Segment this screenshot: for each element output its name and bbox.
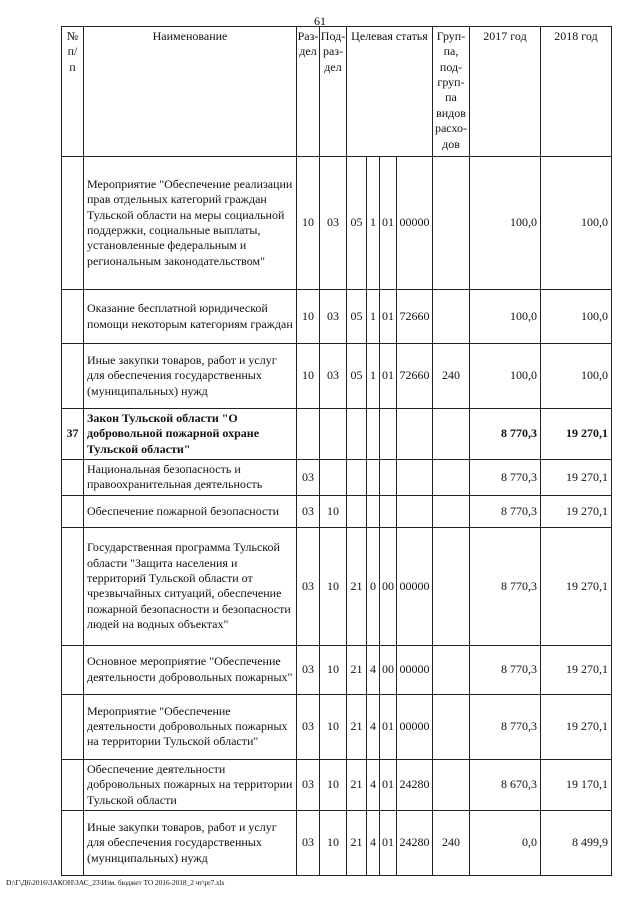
table-row	[62, 157, 612, 290]
row-expense-group: 240	[433, 344, 470, 409]
row-expense-group: 240	[433, 810, 470, 875]
row-razdel: 10	[297, 157, 320, 290]
table-row	[62, 344, 612, 409]
row-target-subprogram	[367, 495, 380, 527]
row-target-program: 21	[347, 810, 367, 875]
row-value-2018: 19 170,1	[541, 759, 612, 810]
row-target-program: 05	[347, 344, 367, 409]
row-target-direction	[397, 409, 433, 460]
row-name: Мероприятие "Обеспечение деятельности добровольных пожарных на территории Тульской области"	[84, 694, 297, 759]
row-value-2017: 0,0	[470, 810, 541, 875]
row-target-subprogram: 4	[367, 645, 380, 694]
row-number	[62, 290, 84, 344]
row-podrazdel: 03	[320, 344, 347, 409]
row-target-subprogram	[367, 409, 380, 460]
row-value-2018: 100,0	[541, 157, 612, 290]
row-number	[62, 495, 84, 527]
table-row	[62, 810, 612, 875]
row-target-direction: 72660	[397, 290, 433, 344]
row-value-2018: 8 499,9	[541, 810, 612, 875]
table-row	[62, 290, 612, 344]
row-number	[62, 694, 84, 759]
row-expense-group	[433, 759, 470, 810]
row-razdel: 03	[297, 759, 320, 810]
row-target-event: 00	[380, 645, 397, 694]
row-number	[62, 645, 84, 694]
row-name: Государственная программа Тульской области "Защита населения и территорий Тульской области от чрезвычайных ситуаций, обеспечение пожарной безопасности и безопасности людей на водных объектах"	[84, 527, 297, 645]
row-target-program	[347, 460, 367, 496]
row-target-program: 05	[347, 290, 367, 344]
table-row	[62, 527, 612, 645]
row-podrazdel: 03	[320, 290, 347, 344]
row-value-2018: 19 270,1	[541, 527, 612, 645]
row-number: 37	[62, 409, 84, 460]
row-name: Иные закупки товаров, работ и услуг для обеспечения государственных (муниципальных) нужд	[84, 344, 297, 409]
row-expense-group	[433, 527, 470, 645]
row-target-subprogram	[367, 460, 380, 496]
row-podrazdel: 10	[320, 810, 347, 875]
row-razdel: 03	[297, 694, 320, 759]
header-2017: 2017 год	[470, 27, 541, 157]
row-target-program: 21	[347, 645, 367, 694]
row-value-2017: 8 770,3	[470, 409, 541, 460]
row-target-event	[380, 409, 397, 460]
row-value-2017: 8 770,3	[470, 645, 541, 694]
row-target-direction	[397, 495, 433, 527]
row-target-event: 01	[380, 344, 397, 409]
row-target-subprogram: 1	[367, 157, 380, 290]
row-podrazdel	[320, 460, 347, 496]
table-row	[62, 645, 612, 694]
row-razdel	[297, 409, 320, 460]
row-value-2018: 19 270,1	[541, 645, 612, 694]
row-name: Мероприятие "Обеспечение реализации прав отдельных категорий граждан Тульской области на меры социальной поддержки, социальные выплаты, установленные федеральным и региональным законодательством"	[84, 157, 297, 290]
row-value-2018: 100,0	[541, 290, 612, 344]
row-target-subprogram: 1	[367, 344, 380, 409]
row-target-program: 21	[347, 759, 367, 810]
row-podrazdel: 10	[320, 759, 347, 810]
row-name: Национальная безопасность и правоохранительная деятельность	[84, 460, 297, 496]
row-name: Закон Тульской области "О добровольной пожарной охране Тульской области"	[84, 409, 297, 460]
row-value-2017: 8 770,3	[470, 495, 541, 527]
row-target-direction: 00000	[397, 694, 433, 759]
row-number	[62, 527, 84, 645]
row-razdel: 03	[297, 495, 320, 527]
row-razdel: 03	[297, 460, 320, 496]
row-value-2018: 19 270,1	[541, 460, 612, 496]
row-value-2017: 8 770,3	[470, 460, 541, 496]
row-expense-group	[433, 694, 470, 759]
header-podrazdel: Под-раз-дел	[320, 27, 347, 157]
row-podrazdel: 10	[320, 527, 347, 645]
row-target-program: 21	[347, 694, 367, 759]
row-target-event: 01	[380, 157, 397, 290]
table-row	[62, 694, 612, 759]
row-target-program: 05	[347, 157, 367, 290]
budget-table	[61, 26, 612, 876]
row-value-2017: 8 670,3	[470, 759, 541, 810]
header-razdel: Раз-дел	[297, 27, 320, 157]
row-razdel: 03	[297, 527, 320, 645]
row-target-event	[380, 460, 397, 496]
row-value-2017: 100,0	[470, 157, 541, 290]
row-expense-group	[433, 290, 470, 344]
row-name: Обеспечение пожарной безопасности	[84, 495, 297, 527]
row-target-subprogram: 4	[367, 759, 380, 810]
table-row	[62, 759, 612, 810]
row-expense-group	[433, 645, 470, 694]
header-target-article: Целевая статья	[347, 27, 433, 157]
row-razdel: 03	[297, 810, 320, 875]
row-target-subprogram: 0	[367, 527, 380, 645]
row-value-2018: 19 270,1	[541, 694, 612, 759]
row-podrazdel	[320, 409, 347, 460]
row-value-2017: 8 770,3	[470, 527, 541, 645]
row-target-subprogram: 4	[367, 810, 380, 875]
row-expense-group	[433, 460, 470, 496]
row-target-subprogram: 1	[367, 290, 380, 344]
row-name: Основное мероприятие "Обеспечение деятельности добровольных пожарных"	[84, 645, 297, 694]
row-number	[62, 759, 84, 810]
row-target-event: 01	[380, 810, 397, 875]
table-header-row	[62, 27, 612, 157]
row-target-direction: 00000	[397, 527, 433, 645]
row-podrazdel: 10	[320, 645, 347, 694]
row-target-direction: 72660	[397, 344, 433, 409]
header-name: Наименование	[84, 27, 297, 157]
row-target-event: 00	[380, 527, 397, 645]
table-row	[62, 409, 612, 460]
row-target-direction: 24280	[397, 759, 433, 810]
row-razdel: 10	[297, 344, 320, 409]
row-target-program	[347, 495, 367, 527]
row-name: Иные закупки товаров, работ и услуг для обеспечения государственных (муниципальных) нужд	[84, 810, 297, 875]
file-path-footer: D:\Г\Д6\2016\ЗАКОН\ЗАС_23\Изм. бюджет ТО 2016-2018_2 чт\pr7.xls	[6, 878, 225, 887]
row-target-direction: 00000	[397, 645, 433, 694]
header-2018: 2018 год	[541, 27, 612, 157]
row-expense-group	[433, 495, 470, 527]
row-number	[62, 344, 84, 409]
table-body	[62, 157, 612, 876]
row-expense-group	[433, 157, 470, 290]
row-target-program	[347, 409, 367, 460]
row-target-direction: 24280	[397, 810, 433, 875]
row-target-event	[380, 495, 397, 527]
header-num: № п/ п	[62, 27, 84, 157]
page-number: 61	[314, 14, 326, 28]
row-name: Оказание бесплатной юридической помощи некоторым категориям граждан	[84, 290, 297, 344]
row-target-subprogram: 4	[367, 694, 380, 759]
row-razdel: 03	[297, 645, 320, 694]
row-value-2017: 8 770,3	[470, 694, 541, 759]
row-target-direction	[397, 460, 433, 496]
row-value-2017: 100,0	[470, 290, 541, 344]
table-row	[62, 460, 612, 496]
row-razdel: 10	[297, 290, 320, 344]
row-podrazdel: 10	[320, 694, 347, 759]
row-target-event: 01	[380, 290, 397, 344]
row-target-program: 21	[347, 527, 367, 645]
row-target-event: 01	[380, 759, 397, 810]
row-number	[62, 810, 84, 875]
row-value-2018: 19 270,1	[541, 409, 612, 460]
row-target-direction: 00000	[397, 157, 433, 290]
row-value-2017: 100,0	[470, 344, 541, 409]
row-podrazdel: 10	[320, 495, 347, 527]
row-podrazdel: 03	[320, 157, 347, 290]
row-value-2018: 100,0	[541, 344, 612, 409]
row-number	[62, 460, 84, 496]
row-value-2018: 19 270,1	[541, 495, 612, 527]
header-expense-group: Груп-па, под-груп-па видов расхо-дов	[433, 27, 470, 157]
row-name: Обеспечение деятельности добровольных пожарных на территории Тульской области	[84, 759, 297, 810]
row-expense-group	[433, 409, 470, 460]
row-target-event: 01	[380, 694, 397, 759]
table-row	[62, 495, 612, 527]
row-number	[62, 157, 84, 290]
